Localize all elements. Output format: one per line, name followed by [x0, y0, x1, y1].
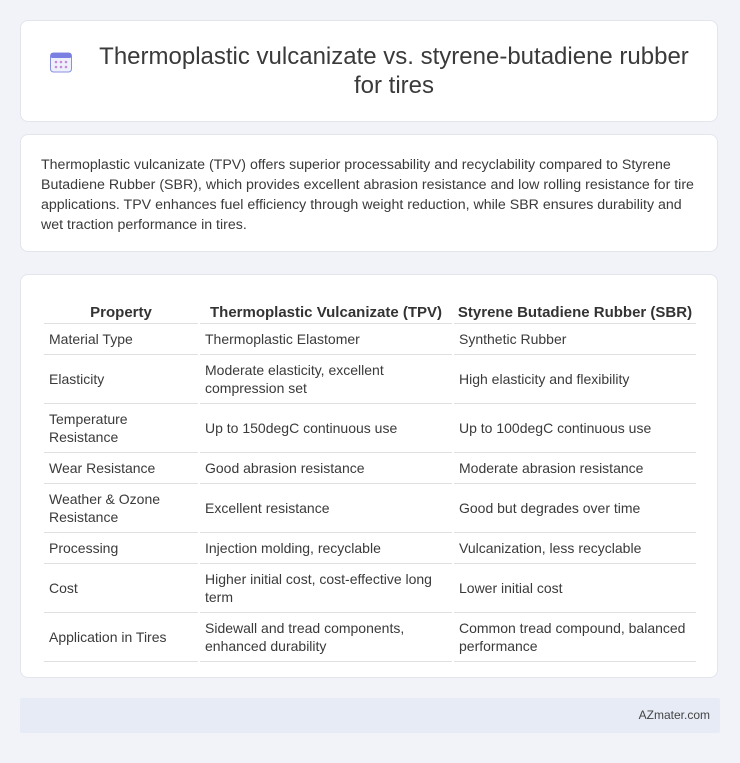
row-sbr-value: High elasticity and flexibility	[454, 355, 696, 404]
row-sbr-value: Common tread compound, balanced performance	[454, 613, 696, 662]
table-row	[44, 484, 696, 533]
row-property: Cost	[44, 564, 198, 613]
table-row	[44, 404, 696, 453]
calendar-icon	[49, 50, 73, 74]
row-sbr-value: Vulcanization, less recyclable	[454, 533, 696, 564]
header-property: Property	[44, 295, 198, 324]
row-sbr-value: Synthetic Rubber	[454, 324, 696, 355]
row-tpv-value: Thermoplastic Elastomer	[200, 324, 452, 355]
row-sbr-value: Good but degrades over time	[454, 484, 696, 533]
row-tpv-value: Sidewall and tread components, enhanced durability	[200, 613, 452, 662]
table-row	[44, 533, 696, 564]
row-tpv-value: Good abrasion resistance	[200, 453, 452, 484]
title-card	[20, 20, 718, 122]
row-tpv-value: Injection molding, recyclable	[200, 533, 452, 564]
row-sbr-value: Lower initial cost	[454, 564, 696, 613]
table-row	[44, 324, 696, 355]
row-property: Temperature Resistance	[44, 404, 198, 453]
header-sbr: Styrene Butadiene Rubber (SBR)	[454, 295, 696, 324]
row-property: Material Type	[44, 324, 198, 355]
row-property: Processing	[44, 533, 198, 564]
footer-brand: AZmater.com	[638, 708, 710, 722]
page-title: Thermoplastic vulcanizate vs. styrene-butadiene rubber for tires	[99, 43, 689, 99]
title-wrap	[49, 42, 689, 100]
footer-bar	[20, 698, 720, 733]
comparison-table	[42, 295, 698, 662]
row-property: Wear Resistance	[44, 453, 198, 484]
row-property: Elasticity	[44, 355, 198, 404]
description-text: Thermoplastic vulcanizate (TPV) offers superior processability and recyclability compared to Styrene Butadiene Rubber (SBR), which provides excellent abrasion resistance and low rolling resistance for tire applications. TPV enhances fuel efficiency through weight reduction, while SBR ensures durability and wet traction performance in tires.	[41, 157, 694, 233]
table-row	[44, 613, 696, 662]
row-sbr-value: Moderate abrasion resistance	[454, 453, 696, 484]
table-header-row	[44, 295, 696, 324]
table-row	[44, 355, 696, 404]
header-tpv: Thermoplastic Vulcanizate (TPV)	[200, 295, 452, 324]
row-tpv-value: Excellent resistance	[200, 484, 452, 533]
row-tpv-value: Up to 150degC continuous use	[200, 404, 452, 453]
row-tpv-value: Moderate elasticity, excellent compression set	[200, 355, 452, 404]
table-row	[44, 564, 696, 613]
row-property: Weather & Ozone Resistance	[44, 484, 198, 533]
row-tpv-value: Higher initial cost, cost-effective long term	[200, 564, 452, 613]
row-property: Application in Tires	[44, 613, 198, 662]
comparison-table-card	[20, 274, 718, 678]
row-sbr-value: Up to 100degC continuous use	[454, 404, 696, 453]
description-card	[20, 134, 718, 252]
table-row	[44, 453, 696, 484]
